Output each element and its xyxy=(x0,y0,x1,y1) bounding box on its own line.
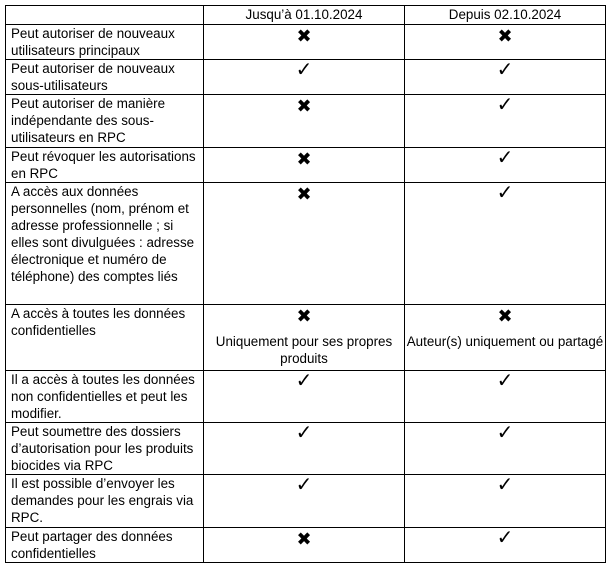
check-icon: ✓ xyxy=(295,474,313,496)
row-label: Peut partager des données confidentielles xyxy=(6,528,204,563)
before-cell xyxy=(204,183,405,305)
table-row xyxy=(6,528,606,563)
cross-icon: ✖ xyxy=(296,306,312,326)
row-label: Peut soumettre des dossiers d’autorisation pour les produits biocides via RPC xyxy=(6,423,204,475)
after-cell xyxy=(405,528,606,563)
row-label: A accès à toutes les données confidentielles xyxy=(6,305,204,371)
after-cell xyxy=(405,95,606,148)
row-label: Peut autoriser de nouveaux utilisateurs principaux xyxy=(6,25,204,60)
cross-icon: ✖ xyxy=(296,184,312,204)
check-icon: ✓ xyxy=(496,182,514,204)
check-icon: ✓ xyxy=(295,59,313,81)
table-row xyxy=(6,60,606,95)
check-icon: ✓ xyxy=(496,370,514,392)
row-label: Il est possible d’envoyer les demandes pour les engrais via RPC. xyxy=(6,475,204,528)
before-cell xyxy=(204,60,405,95)
after-cell xyxy=(405,371,606,423)
table-row xyxy=(6,423,606,475)
table-row xyxy=(6,183,606,305)
header-row xyxy=(6,6,606,25)
table-row xyxy=(6,371,606,423)
table-row xyxy=(6,25,606,60)
after-cell xyxy=(405,475,606,528)
after-cell xyxy=(405,305,606,371)
row-label: Peut révoquer les autorisations en RPC xyxy=(6,148,204,183)
before-note: Uniquement pour ses propres produits xyxy=(215,334,393,366)
row-label: A accès aux données personnelles (nom, prénom et adresse professionnelle ; si elles sont divulguées : adresse électronique et numéro de téléphone) des comptes liés xyxy=(6,183,204,305)
header-since-2024-10-02: Depuis 02.10.2024 xyxy=(405,6,606,25)
before-cell xyxy=(204,25,405,60)
before-cell xyxy=(204,95,405,148)
check-icon: ✓ xyxy=(496,147,514,169)
authorization-comparison-table xyxy=(5,5,606,563)
row-label: Peut autoriser de manière indépendante des sous-utilisateurs en RPC xyxy=(6,95,204,148)
before-cell xyxy=(204,305,405,371)
after-cell xyxy=(405,148,606,183)
cross-icon: ✖ xyxy=(296,26,312,46)
cross-icon: ✖ xyxy=(296,96,312,116)
cross-icon: ✖ xyxy=(296,149,312,169)
after-cell xyxy=(405,423,606,475)
check-icon: ✓ xyxy=(496,94,514,116)
row-label: Il a accès à toutes les données non confidentielles et peut les modifier. xyxy=(6,371,204,423)
check-icon: ✓ xyxy=(496,59,514,81)
header-until-2024-10-01: Jusqu’à 01.10.2024 xyxy=(204,6,405,25)
cross-icon: ✖ xyxy=(296,529,312,549)
before-cell xyxy=(204,423,405,475)
before-cell xyxy=(204,528,405,563)
check-icon: ✓ xyxy=(496,527,514,549)
table-row xyxy=(6,305,606,371)
check-icon: ✓ xyxy=(496,422,514,444)
after-note: Auteur(s) uniquement ou partagé xyxy=(406,334,604,349)
check-icon: ✓ xyxy=(496,474,514,496)
check-icon: ✓ xyxy=(295,370,313,392)
before-cell xyxy=(204,148,405,183)
header-empty xyxy=(6,6,204,25)
after-cell xyxy=(405,60,606,95)
table-row xyxy=(6,148,606,183)
table-row xyxy=(6,475,606,528)
check-icon: ✓ xyxy=(295,422,313,444)
after-cell xyxy=(405,25,606,60)
cross-icon: ✖ xyxy=(497,26,513,46)
row-label: Peut autoriser de nouveaux sous-utilisateurs xyxy=(6,60,204,95)
cross-icon: ✖ xyxy=(497,306,513,326)
before-cell xyxy=(204,371,405,423)
table-row xyxy=(6,95,606,148)
before-cell xyxy=(204,475,405,528)
after-cell xyxy=(405,183,606,305)
